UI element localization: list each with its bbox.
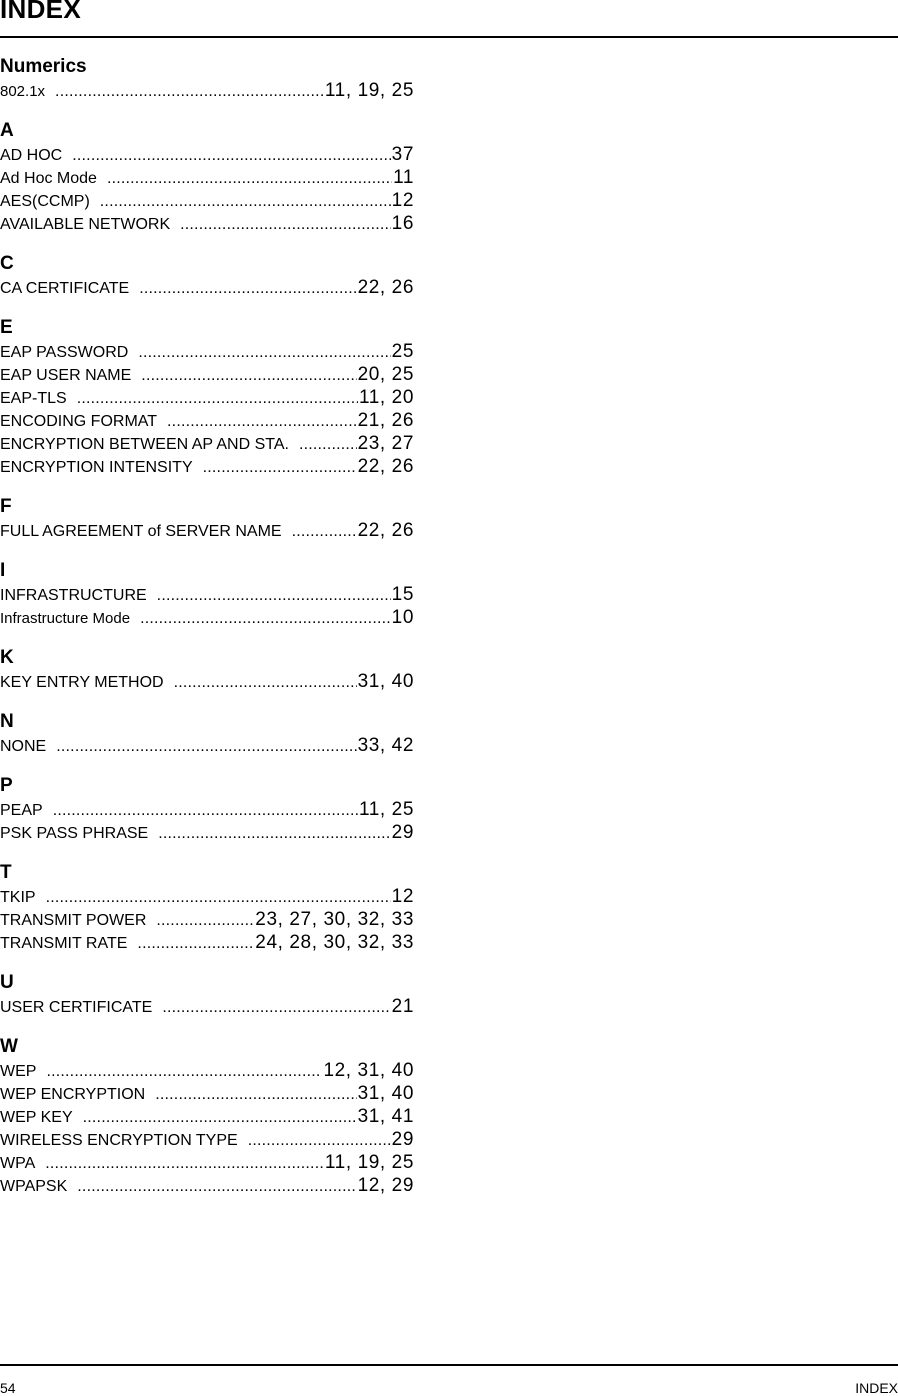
section-heading: C <box>0 253 14 274</box>
entry-term: EAP-TLS <box>0 390 67 407</box>
entry-term: EAP USER NAME <box>0 367 132 384</box>
dot-leader <box>56 735 356 758</box>
index-entry <box>0 908 414 931</box>
entry-term: EAP PASSWORD <box>0 344 129 361</box>
index-entry <box>0 670 414 693</box>
entry-pages: 29 <box>391 822 414 843</box>
dot-leader <box>77 1175 356 1198</box>
index-entry <box>0 455 414 478</box>
entry-term: FULL AGREEMENT of SERVER NAME <box>0 523 282 540</box>
index-entry <box>0 519 414 542</box>
entry-pages: 20, 25 <box>357 364 414 385</box>
entry-term: CA CERTIFICATE <box>0 280 130 297</box>
index-entry <box>0 995 414 1018</box>
section-heading: E <box>0 317 13 338</box>
entry-pages: 11 <box>393 167 414 188</box>
dot-leader <box>141 364 356 387</box>
index-entry <box>0 189 414 212</box>
entry-term: 802.1x <box>0 83 46 100</box>
section-heading: P <box>0 775 13 796</box>
index-entry <box>0 885 414 908</box>
entry-term: WEP <box>0 1063 37 1080</box>
dot-leader <box>53 799 358 822</box>
entry-term: AES(CCMP) <box>0 193 90 210</box>
index-entry <box>0 276 414 299</box>
entry-pages: 11, 19, 25 <box>324 1152 414 1173</box>
section-heading: W <box>0 1036 18 1057</box>
entry-pages: 21, 26 <box>357 410 414 431</box>
entry-term: TRANSMIT POWER <box>0 912 147 929</box>
index-entry <box>0 606 414 629</box>
entry-term: AD HOC <box>0 147 63 164</box>
dot-leader <box>292 520 357 543</box>
index-entry <box>0 1128 414 1151</box>
index-entry <box>0 1105 414 1128</box>
dot-leader <box>158 822 390 845</box>
entry-pages: 24, 28, 30, 32, 33 <box>255 932 414 953</box>
entry-pages: 37 <box>391 144 414 165</box>
index-entry <box>0 212 414 235</box>
index-section <box>0 971 414 1018</box>
dot-leader <box>203 456 357 479</box>
entry-term: INFRASTRUCTURE <box>0 587 147 604</box>
index-entry <box>0 432 414 455</box>
dot-leader <box>107 167 392 190</box>
index-section <box>0 710 414 757</box>
entry-pages: 25 <box>391 341 414 362</box>
index-section <box>0 316 414 478</box>
dot-leader <box>157 584 391 607</box>
entry-term: ENCRYPTION INTENSITY <box>0 459 193 476</box>
dot-leader <box>174 671 357 694</box>
entry-term: WEP KEY <box>0 1109 73 1126</box>
entry-term: KEY ENTRY METHOD <box>0 674 164 691</box>
dot-leader <box>162 996 390 1019</box>
dot-leader <box>137 932 254 955</box>
index-entry <box>0 143 414 166</box>
index-entry <box>0 798 414 821</box>
index-section <box>0 119 414 235</box>
index-entry <box>0 1151 414 1174</box>
dot-leader <box>46 1060 322 1083</box>
entry-pages: 33, 42 <box>357 735 414 756</box>
dot-leader <box>72 144 390 167</box>
index-entry <box>0 166 414 189</box>
dot-leader <box>45 1152 324 1175</box>
footer-section-name: INDEX <box>855 1380 898 1396</box>
index-section <box>0 1035 414 1197</box>
entry-pages: 23, 27 <box>357 433 414 454</box>
entry-term: USER CERTIFICATE <box>0 999 153 1016</box>
page-title: INDEX <box>0 0 81 24</box>
dot-leader <box>77 387 358 410</box>
entry-term: ENCRYPTION BETWEEN AP AND STA. <box>0 436 289 453</box>
entry-pages: 11, 20 <box>358 387 414 408</box>
index-section <box>0 495 414 542</box>
section-heading: A <box>0 120 14 141</box>
dot-leader <box>156 909 254 932</box>
entry-pages: 11, 25 <box>358 799 414 820</box>
dot-leader <box>46 886 391 909</box>
entry-pages: 22, 26 <box>357 277 414 298</box>
section-heading: U <box>0 972 14 993</box>
entry-pages: 22, 26 <box>357 456 414 477</box>
index-entry <box>0 363 414 386</box>
section-heading: I <box>0 560 6 581</box>
entry-term: WEP ENCRYPTION <box>0 1086 146 1103</box>
entry-pages: 12 <box>391 190 414 211</box>
dot-leader <box>180 213 391 236</box>
dot-leader <box>83 1106 357 1129</box>
dot-leader <box>55 80 324 103</box>
entry-term: WIRELESS ENCRYPTION TYPE <box>0 1132 238 1149</box>
entry-term: PSK PASS PHRASE <box>0 825 149 842</box>
entry-term: PEAP <box>0 802 43 819</box>
entry-term: TKIP <box>0 889 36 906</box>
index-entry <box>0 1082 414 1105</box>
dot-leader <box>167 410 357 433</box>
section-heading: K <box>0 647 14 668</box>
entry-pages: 22, 26 <box>357 520 414 541</box>
entry-pages: 29 <box>391 1129 414 1150</box>
entry-pages: 21 <box>391 996 414 1017</box>
entry-pages: 23, 27, 30, 32, 33 <box>255 909 414 930</box>
entry-term: WPAPSK <box>0 1178 68 1195</box>
index-entry <box>0 1174 414 1197</box>
index-section <box>0 646 414 693</box>
dot-leader <box>140 607 391 630</box>
index-entry <box>0 821 414 844</box>
section-heading: F <box>0 496 12 517</box>
index-section <box>0 252 414 299</box>
index-entry <box>0 340 414 363</box>
index-entry <box>0 386 414 409</box>
entry-pages: 31, 40 <box>357 671 414 692</box>
footer-page-number: 54 <box>0 1380 16 1396</box>
entry-pages: 15 <box>391 584 414 605</box>
section-heading: N <box>0 711 14 732</box>
dot-leader <box>155 1083 356 1106</box>
index-entry <box>0 79 414 102</box>
index-entry <box>0 931 414 954</box>
entry-pages: 10 <box>391 607 414 628</box>
index-list <box>0 55 414 1197</box>
index-entry <box>0 583 414 606</box>
section-heading: T <box>0 862 12 883</box>
dot-leader <box>100 190 391 213</box>
dot-leader <box>139 277 356 300</box>
entry-term: WPA <box>0 1155 36 1172</box>
entry-term: ENCODING FORMAT <box>0 413 158 430</box>
dot-leader <box>299 433 357 456</box>
index-section <box>0 559 414 629</box>
title-divider <box>0 36 898 38</box>
entry-term: TRANSMIT RATE <box>0 935 128 952</box>
dot-leader <box>138 341 390 364</box>
footer-divider <box>0 1364 898 1366</box>
entry-pages: 12, 31, 40 <box>323 1060 414 1081</box>
entry-term: Infrastructure Mode <box>0 610 131 627</box>
entry-term: Ad Hoc Mode <box>0 170 97 187</box>
entry-pages: 16 <box>391 213 414 234</box>
dot-leader <box>248 1129 391 1152</box>
index-entry <box>0 734 414 757</box>
entry-pages: 12 <box>391 886 414 907</box>
index-section <box>0 55 414 102</box>
entry-pages: 12, 29 <box>357 1175 414 1196</box>
entry-term: AVAILABLE NETWORK <box>0 216 171 233</box>
entry-term: NONE <box>0 738 47 755</box>
index-entry <box>0 409 414 432</box>
index-section <box>0 861 414 954</box>
entry-pages: 31, 40 <box>357 1083 414 1104</box>
index-section <box>0 774 414 844</box>
section-heading: Numerics <box>0 56 87 77</box>
index-entry <box>0 1059 414 1082</box>
entry-pages: 11, 19, 25 <box>324 80 414 101</box>
entry-pages: 31, 41 <box>357 1106 414 1127</box>
